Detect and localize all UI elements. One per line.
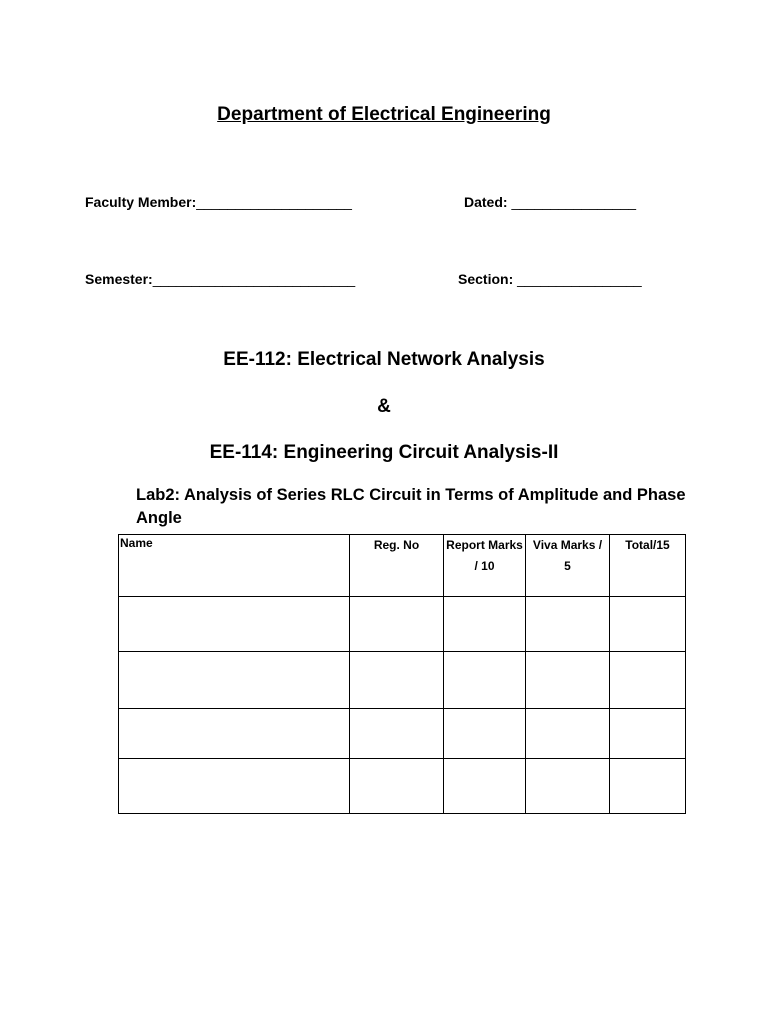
section-blank: ________________ (517, 271, 642, 287)
marks-table (118, 534, 686, 814)
cell-reg-no[interactable] (350, 759, 444, 814)
cell-report-marks[interactable] (444, 709, 526, 759)
faculty-member-blank: ____________________ (196, 194, 352, 210)
dated-field (464, 194, 636, 210)
section-label: Section: (458, 271, 514, 287)
header-viva-marks: Viva Marks / 5 (526, 535, 610, 597)
cell-name[interactable] (119, 759, 350, 814)
cell-total[interactable] (610, 652, 686, 709)
ampersand: & (377, 396, 391, 417)
cell-report-marks[interactable] (444, 597, 526, 652)
faculty-member-label: Faculty Member: (85, 194, 197, 210)
table-row (119, 597, 686, 652)
cell-name[interactable] (119, 652, 350, 709)
section-field (458, 271, 642, 287)
header-reg-no: Reg. No (350, 535, 444, 597)
cell-viva-marks[interactable] (526, 709, 610, 759)
semester-field (85, 271, 355, 287)
cell-reg-no[interactable] (350, 652, 444, 709)
semester-label: Semester: (85, 271, 153, 287)
table-header-row (119, 535, 686, 597)
cell-viva-marks[interactable] (526, 759, 610, 814)
table-row (119, 759, 686, 814)
cell-reg-no[interactable] (350, 597, 444, 652)
semester-blank: __________________________ (152, 271, 356, 287)
course-ee112-title: EE-112: Electrical Network Analysis (223, 349, 545, 370)
cell-viva-marks[interactable] (526, 652, 610, 709)
dated-blank: ________________ (511, 194, 637, 210)
cell-total[interactable] (610, 759, 686, 814)
course-ee114-title: EE-114: Engineering Circuit Analysis-II (209, 442, 559, 463)
lab-title: Lab2: Analysis of Series RLC Circuit in Terms of Amplitude and Phase Angle (136, 486, 686, 527)
header-report-marks: Report Marks / 10 (444, 535, 526, 597)
cell-viva-marks[interactable] (526, 597, 610, 652)
cell-report-marks[interactable] (444, 759, 526, 814)
department-title: Department of Electrical Engineering (217, 104, 551, 125)
header-name: Name (119, 535, 350, 597)
table-row (119, 709, 686, 759)
table-row (119, 652, 686, 709)
cell-reg-no[interactable] (350, 709, 444, 759)
faculty-member-field (85, 194, 352, 210)
cell-total[interactable] (610, 597, 686, 652)
dated-label: Dated: (464, 194, 508, 210)
cell-report-marks[interactable] (444, 652, 526, 709)
cell-name[interactable] (119, 709, 350, 759)
header-total: Total/15 (610, 535, 686, 597)
cell-total[interactable] (610, 709, 686, 759)
cell-name[interactable] (119, 597, 350, 652)
